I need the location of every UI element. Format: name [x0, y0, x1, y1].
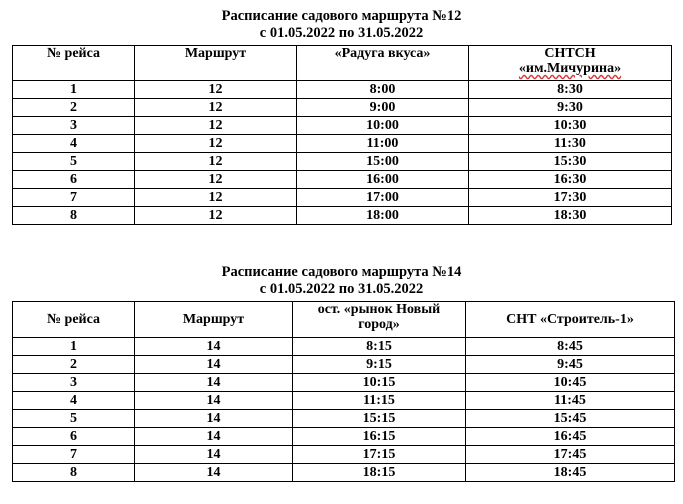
table-row	[13, 81, 672, 99]
route-cell: 12	[135, 171, 297, 189]
trip-cell: 1	[13, 81, 135, 99]
departure-time-cell: 10:15	[293, 374, 466, 392]
route-cell: 14	[135, 410, 293, 428]
departure-time-cell: 11:00	[297, 135, 469, 153]
table-row	[13, 99, 672, 117]
arrival-time-cell: 8:30	[469, 81, 672, 99]
schedule1-title-line1: Расписание садового маршрута №12	[221, 8, 462, 24]
table-row	[13, 207, 672, 225]
route-cell: 14	[135, 428, 293, 446]
trip-cell: 1	[13, 338, 135, 356]
departure-time-cell: 9:15	[293, 356, 466, 374]
schedule2-title	[0, 264, 683, 298]
arrival-time-cell: 11:30	[469, 135, 672, 153]
table-row	[13, 338, 675, 356]
trip-cell: 4	[13, 135, 135, 153]
schedule2-table	[12, 301, 675, 482]
departure-time-cell: 10:00	[297, 117, 469, 135]
table-row	[13, 392, 675, 410]
arrival-time-cell: 9:45	[466, 356, 675, 374]
departure-time-cell: 8:15	[293, 338, 466, 356]
schedule1-title	[0, 8, 683, 42]
schedule1-header-row	[13, 46, 672, 81]
departure-time-cell: 18:00	[297, 207, 469, 225]
departure-time-cell: 9:00	[297, 99, 469, 117]
trip-cell: 4	[13, 392, 135, 410]
departure-time-cell: 8:00	[297, 81, 469, 99]
trip-cell: 5	[13, 153, 135, 171]
trip-cell: 6	[13, 428, 135, 446]
header-trip: № рейса	[13, 46, 135, 81]
arrival-time-cell: 18:30	[469, 207, 672, 225]
header-route: Маршрут	[135, 46, 297, 81]
departure-time-cell: 18:15	[293, 464, 466, 482]
header-from	[293, 302, 466, 338]
trip-cell: 8	[13, 207, 135, 225]
arrival-time-cell: 15:30	[469, 153, 672, 171]
arrival-time-cell: 8:45	[466, 338, 675, 356]
trip-cell: 5	[13, 410, 135, 428]
trip-cell: 3	[13, 117, 135, 135]
route-cell: 12	[135, 135, 297, 153]
arrival-time-cell: 10:30	[469, 117, 672, 135]
table-row	[13, 428, 675, 446]
table-row	[13, 135, 672, 153]
table-row	[13, 446, 675, 464]
route-cell: 14	[135, 338, 293, 356]
arrival-time-cell: 11:45	[466, 392, 675, 410]
arrival-time-cell: 17:30	[469, 189, 672, 207]
schedule1-date-range: с 01.05.2022 по 31.05.2022	[259, 25, 424, 41]
header-from: «Радуга вкуса»	[297, 46, 469, 81]
arrival-time-cell: 16:45	[466, 428, 675, 446]
route-cell: 14	[135, 356, 293, 374]
arrival-time-cell: 17:45	[466, 446, 675, 464]
route-cell: 14	[135, 374, 293, 392]
trip-cell: 2	[13, 99, 135, 117]
departure-time-cell: 16:00	[297, 171, 469, 189]
schedule2-title-line1: Расписание садового маршрута №14	[221, 264, 462, 280]
schedule2-body	[13, 338, 675, 482]
route-cell: 12	[135, 99, 297, 117]
table-row	[13, 464, 675, 482]
route-cell: 12	[135, 117, 297, 135]
arrival-time-cell: 10:45	[466, 374, 675, 392]
route-cell: 12	[135, 207, 297, 225]
departure-time-cell: 16:15	[293, 428, 466, 446]
header-from-line1: ост. «рынок Новый	[317, 302, 441, 317]
schedule1-body	[13, 81, 672, 225]
table-row	[13, 117, 672, 135]
trip-cell: 7	[13, 446, 135, 464]
arrival-time-cell: 16:30	[469, 171, 672, 189]
trip-cell: 8	[13, 464, 135, 482]
header-to-line1: СНТСН	[544, 46, 596, 61]
departure-time-cell: 15:15	[293, 410, 466, 428]
route-cell: 14	[135, 464, 293, 482]
table-row	[13, 410, 675, 428]
header-trip: № рейса	[13, 302, 135, 338]
arrival-time-cell: 15:45	[466, 410, 675, 428]
route-cell: 14	[135, 446, 293, 464]
trip-cell: 2	[13, 356, 135, 374]
table-row	[13, 374, 675, 392]
trip-cell: 7	[13, 189, 135, 207]
table-row	[13, 189, 672, 207]
arrival-time-cell: 18:45	[466, 464, 675, 482]
route-cell: 14	[135, 392, 293, 410]
header-to: СНТ «Строитель-1»	[466, 302, 675, 338]
departure-time-cell: 11:15	[293, 392, 466, 410]
schedule1-table	[12, 45, 672, 225]
table-row	[13, 356, 675, 374]
route-cell: 12	[135, 153, 297, 171]
route-cell: 12	[135, 189, 297, 207]
header-to-line2: «им.Мичурина»	[518, 61, 622, 76]
trip-cell: 3	[13, 374, 135, 392]
header-to	[469, 46, 672, 81]
schedule2-date-range: с 01.05.2022 по 31.05.2022	[259, 281, 424, 297]
header-from-line2: город»	[358, 317, 400, 332]
departure-time-cell: 17:00	[297, 189, 469, 207]
arrival-time-cell: 9:30	[469, 99, 672, 117]
departure-time-cell: 17:15	[293, 446, 466, 464]
header-route: Маршрут	[135, 302, 293, 338]
departure-time-cell: 15:00	[297, 153, 469, 171]
table-row	[13, 153, 672, 171]
schedule2-header-row	[13, 302, 675, 338]
route-cell: 12	[135, 81, 297, 99]
table-row	[13, 171, 672, 189]
trip-cell: 6	[13, 171, 135, 189]
